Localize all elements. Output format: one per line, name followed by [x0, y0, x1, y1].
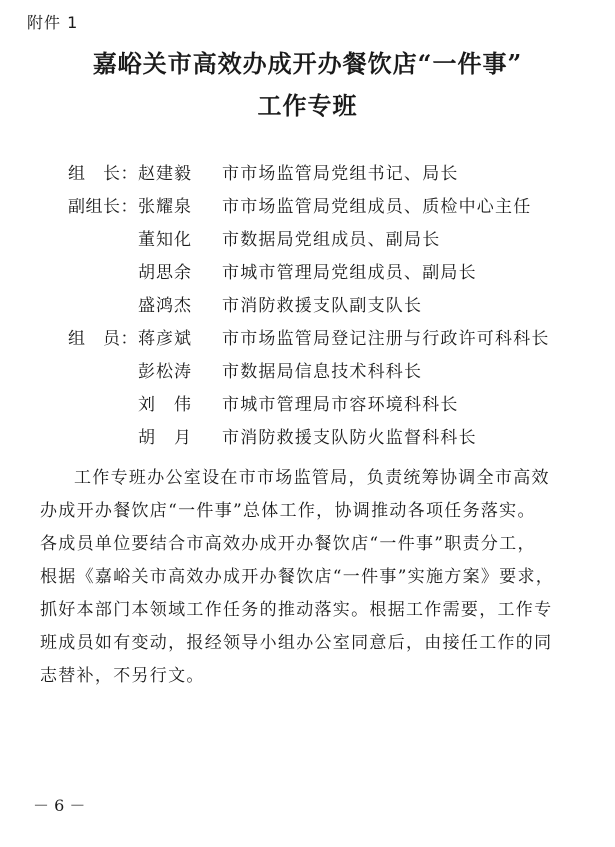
page-number: － 6 － [33, 796, 86, 815]
body-line: 根据《嘉峪关市高效办成开办餐饮店“一件事”实施方案》要求， [40, 567, 555, 587]
roster-row [0, 193, 615, 221]
roster-name: 蒋彦斌 [138, 329, 192, 349]
roster-name: 彭松涛 [138, 362, 192, 382]
roster-position: 市市场监管局党组成员、质检中心主任 [222, 197, 532, 217]
body-line: 各成员单位要结合市高效办成开办餐饮店“一件事”职责分工， [40, 534, 536, 554]
roster-name: 赵建毅 [138, 164, 192, 184]
roster-position: 市城市管理局党组成员、副局长 [222, 263, 477, 283]
roster-row [0, 160, 615, 188]
roster-role: 副组长： [68, 197, 138, 217]
roster-name: 张耀泉 [138, 197, 192, 217]
roster-role: 组 员： [68, 329, 138, 349]
body-paragraph [40, 462, 562, 693]
body-line: 志替补，不另行文。 [40, 666, 205, 686]
roster-position: 市消防救援支队防火监督科科长 [222, 428, 477, 448]
roster-role: 组 长： [68, 164, 138, 184]
roster-position: 市市场监管局登记注册与行政许可科科长 [222, 329, 550, 349]
attachment-label: 附件 1 [27, 13, 79, 32]
body-line: 抓好本部门本领域工作任务的推动落实。根据工作需要，工作专 [40, 600, 553, 620]
roster-position: 市市场监管局党组书记、局长 [222, 164, 459, 184]
roster-position: 市城市管理局市容环境科科长 [222, 395, 459, 415]
roster-name: 胡 月 [138, 428, 192, 448]
body-line: 办成开办餐饮店“一件事”总体工作，协调推动各项任务落实。 [40, 501, 536, 521]
body-line: 工作专班办公室设在市市场监管局，负责统筹协调全市高效 [74, 468, 550, 488]
body-line: 班成员如有变动，报经领导小组办公室同意后，由接任工作的同 [40, 633, 553, 653]
roster-row [0, 424, 615, 452]
roster-row [0, 391, 615, 419]
roster-position: 市数据局信息技术科科长 [222, 362, 423, 382]
document-title-line-1: 嘉峪关市高效办成开办餐饮店“一件事” [92, 49, 523, 78]
roster-row [0, 259, 615, 287]
roster-position: 市消防救援支队副支队长 [222, 296, 423, 316]
roster-row [0, 226, 615, 254]
roster-name: 董知化 [138, 230, 192, 250]
roster-name: 胡思余 [138, 263, 192, 283]
roster-name: 盛鸿杰 [138, 296, 192, 316]
roster-row [0, 292, 615, 320]
document-title-line-2: 工作专班 [257, 91, 358, 120]
roster-position: 市数据局党组成员、副局长 [222, 230, 441, 250]
roster-row [0, 358, 615, 386]
roster-row [0, 325, 615, 353]
roster-name: 刘 伟 [138, 395, 192, 415]
